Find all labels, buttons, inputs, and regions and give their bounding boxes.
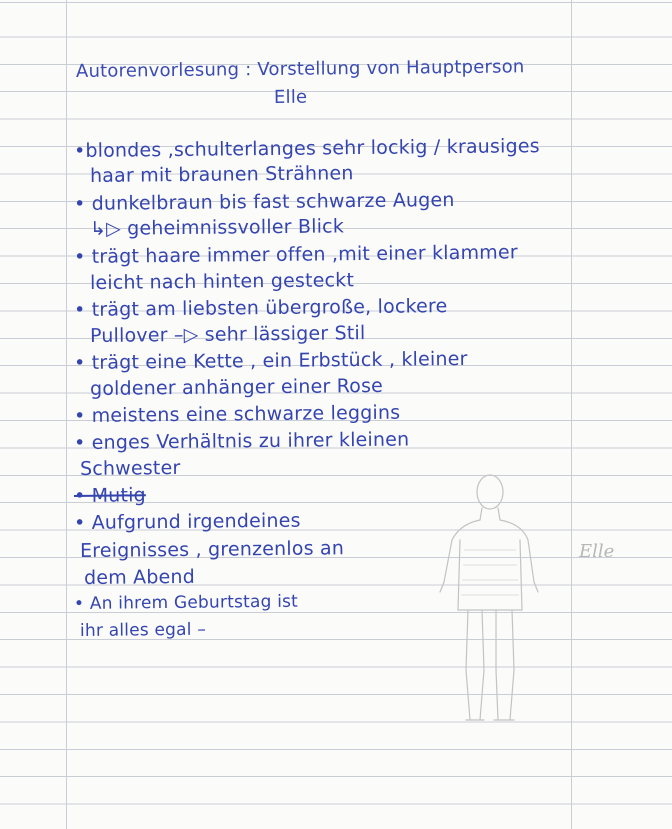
note-line: • dunkelbraun bis fast schwarze Augen (73, 189, 455, 215)
note-line: • meistens eine schwarze leggins (73, 401, 401, 427)
note-line: • trägt eine Kette , ein Erbstück , kleiner (73, 347, 468, 374)
note-line: Ereignisses , grenzenlos an (79, 537, 345, 562)
note-line: •blondes ,schulterlanges sehr lockig / krausiges (73, 135, 540, 162)
right-margin-line (571, 0, 572, 829)
sketch-neck (480, 508, 500, 520)
note-line: • trägt am liebsten übergroße, lockere (73, 295, 448, 321)
sketch-head (477, 475, 503, 509)
sketch-hands (440, 582, 538, 592)
note-line: leicht nach hinten gesteckt (89, 269, 355, 294)
note-line: ↳▷ geheimnissvoller Blick (89, 215, 345, 240)
note-line: Schwester (79, 456, 181, 480)
sketch-sweater (458, 540, 522, 610)
note-line: • Aufgrund irgendeines (73, 509, 301, 534)
title-line-2: Elle (273, 86, 308, 108)
note-line: • An ihrem Geburtstag ist (73, 591, 299, 614)
note-line: • enges Verhältnis zu ihrer kleinen (73, 428, 410, 454)
pencil-sketch-figure (430, 470, 560, 730)
note-line: goldener anhänger einer Rose (89, 374, 384, 400)
sketch-label: Elle (579, 541, 615, 562)
left-margin-line (66, 0, 67, 829)
note-line: dem Abend (83, 565, 196, 589)
sketch-left-leg (466, 610, 484, 720)
note-line: • trägt haare immer offen ,mit einer klammer (73, 241, 518, 268)
note-line: haar mit braunen Strähnen (89, 162, 354, 187)
note-line: ihr alles egal – (79, 619, 207, 641)
title-line-1: Autorenvorlesung : Vorstellung von Hauptperson (75, 56, 525, 82)
sketch-right-leg (496, 610, 514, 720)
note-line-crossed-out: • Mutig (73, 484, 146, 507)
note-line: Pullover –▷ sehr lässiger Stil (89, 322, 366, 347)
